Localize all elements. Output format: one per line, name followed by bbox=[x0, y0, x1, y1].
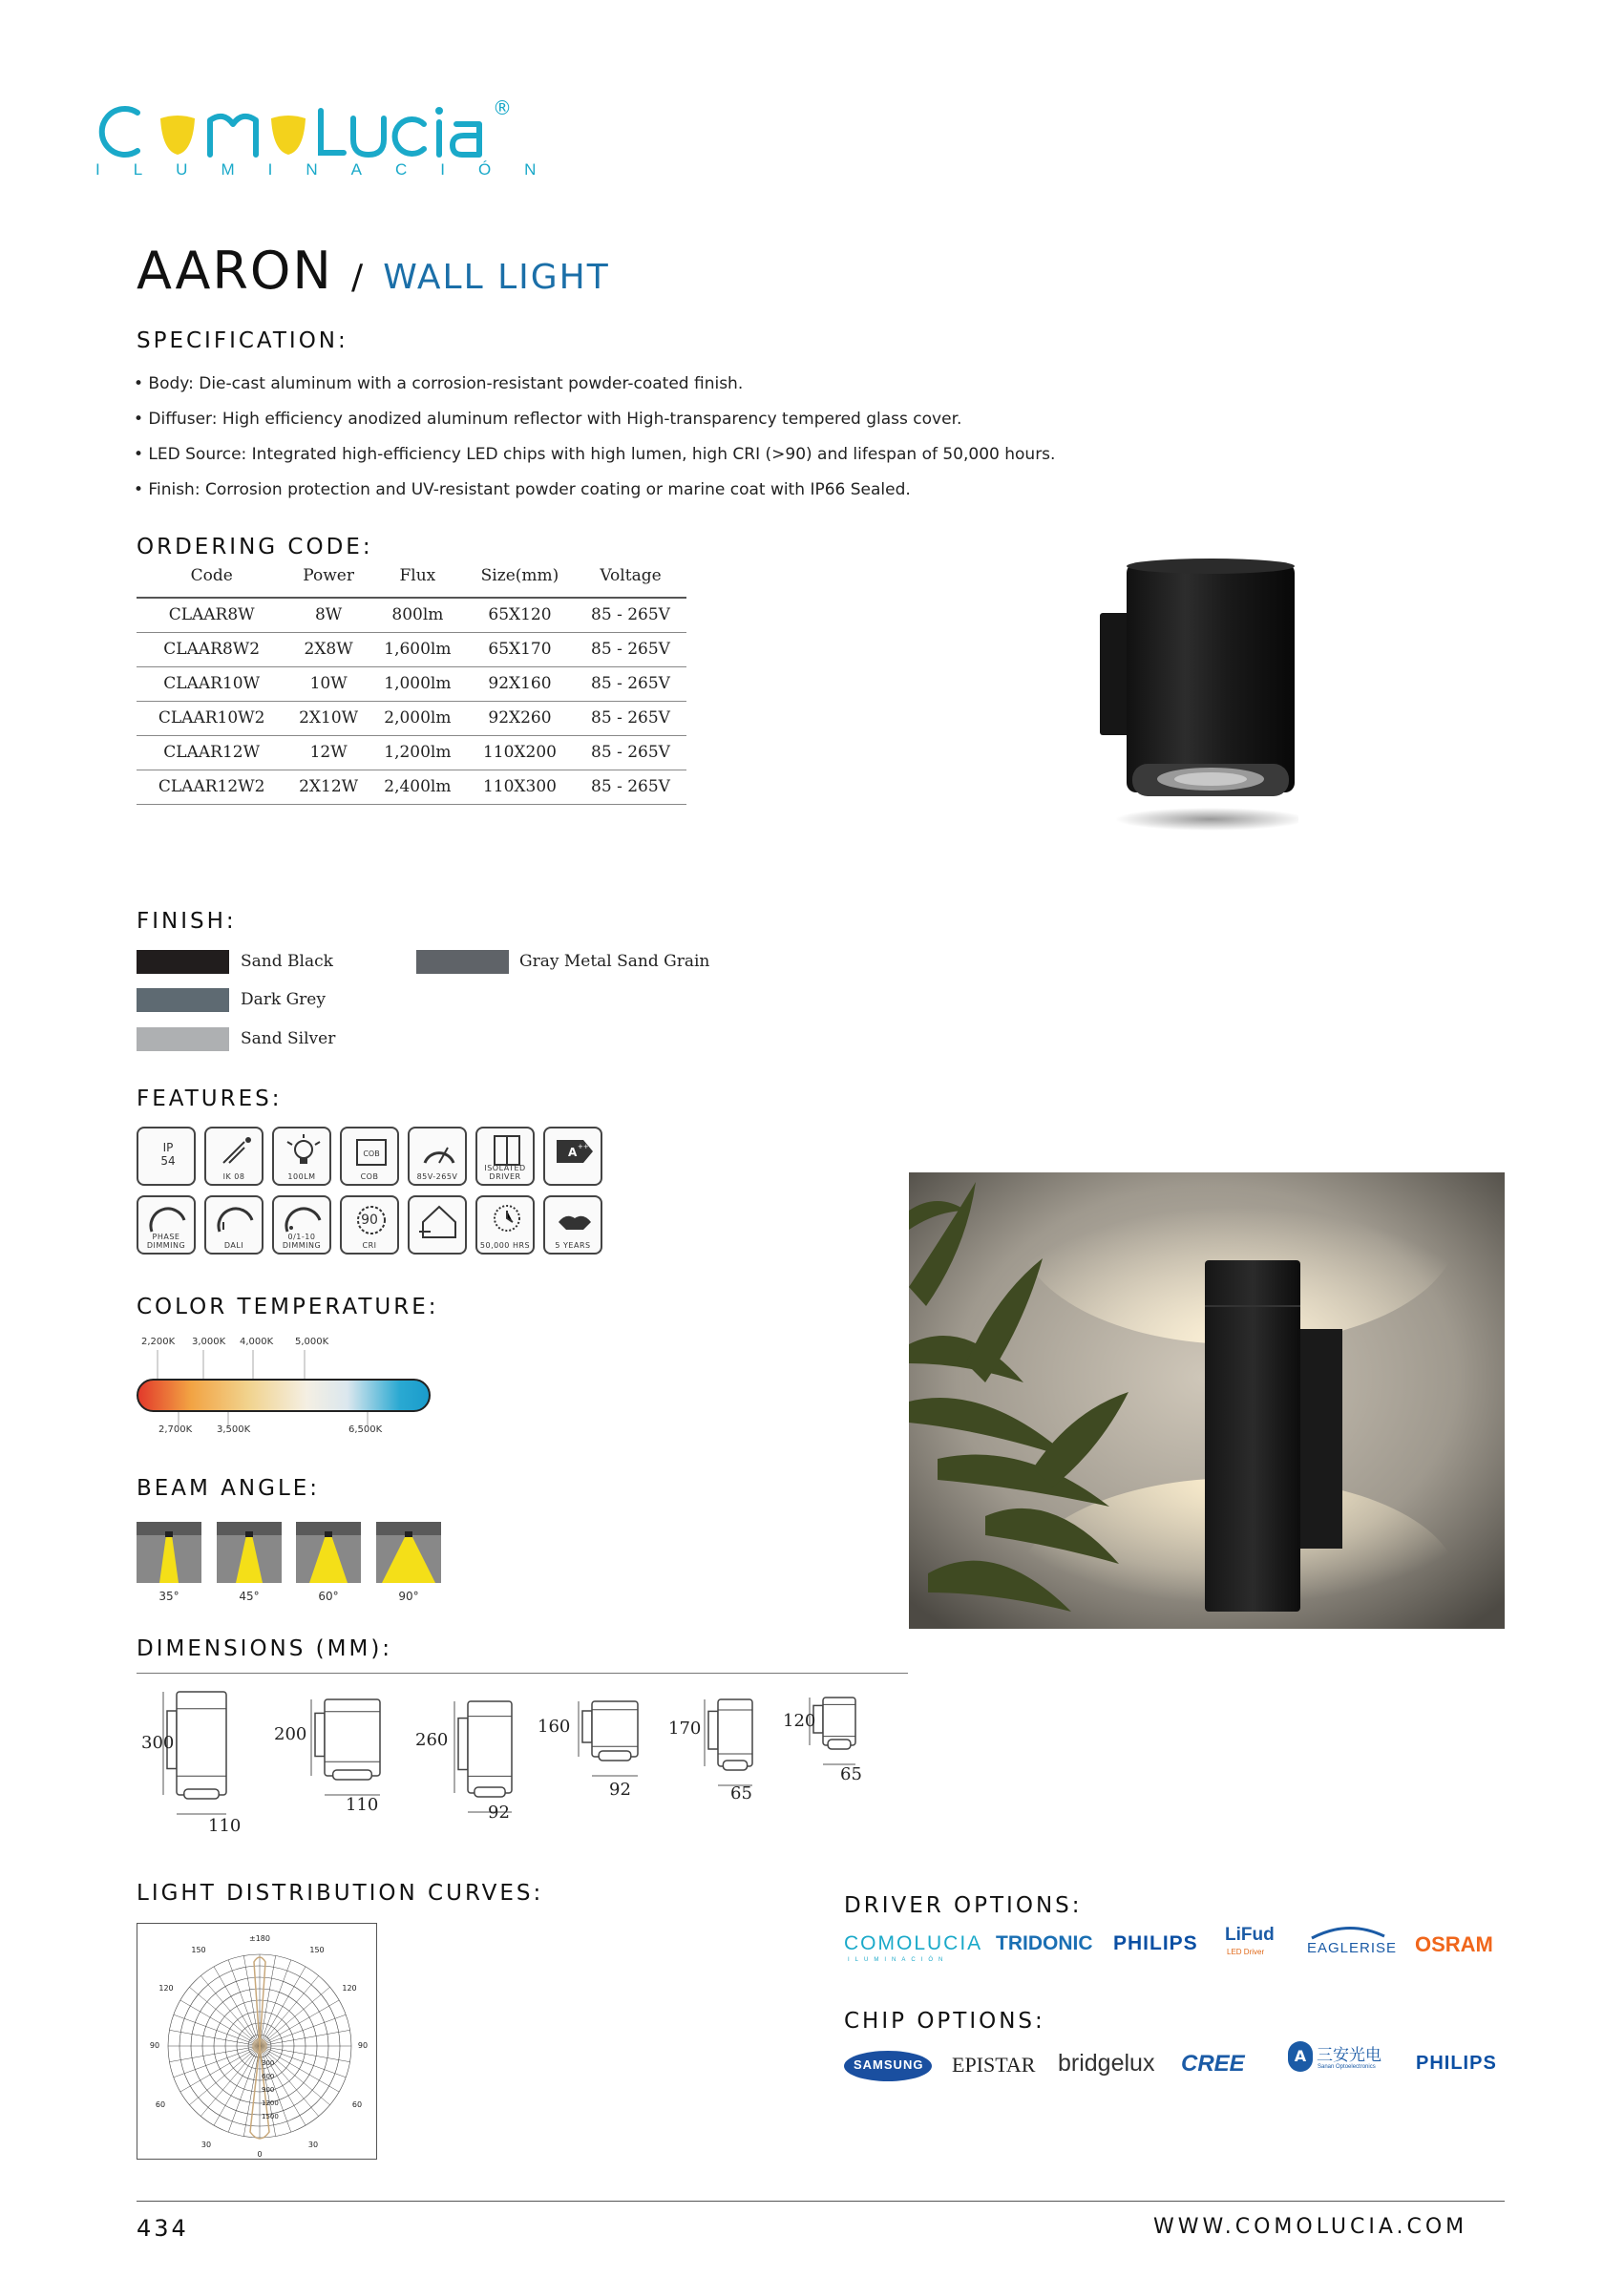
finish-label-sand-silver: Sand Silver bbox=[241, 1029, 336, 1048]
dimension-height: 160 bbox=[538, 1717, 571, 1737]
ct-label-2200: 2,200K bbox=[141, 1337, 176, 1347]
feature-label: 5 YEARS bbox=[555, 1241, 591, 1250]
sanan-logo-icon: A bbox=[1288, 2041, 1313, 2072]
dali-icon bbox=[204, 1195, 264, 1255]
table-cell: 85 - 265V bbox=[575, 598, 686, 632]
ik08-icon bbox=[204, 1127, 264, 1186]
finish-swatch-sand-silver bbox=[137, 1027, 229, 1051]
table-cell: 92X160 bbox=[465, 666, 575, 701]
polar-angle-label: 60 bbox=[351, 2100, 363, 2109]
polar-angle-label: 150 bbox=[309, 1946, 325, 1954]
dimension-width: 92 bbox=[609, 1780, 631, 1800]
chip-brand-bridgelux: bridgelux bbox=[1058, 2050, 1155, 2077]
registered-mark: ® bbox=[493, 96, 512, 119]
chip-brand-philips: PHILIPS bbox=[1416, 2053, 1497, 2074]
ct-label-3500: 3,500K bbox=[217, 1424, 251, 1435]
polar-chart bbox=[137, 1923, 377, 2160]
polar-angle-label: 60 bbox=[155, 2100, 166, 2109]
polar-angle-label: 90 bbox=[149, 2041, 160, 2050]
dimensions-heading: DIMENSIONS (MM): bbox=[137, 1636, 393, 1661]
polar-radial-label: 600 bbox=[262, 2073, 275, 2080]
feature-label: COB bbox=[360, 1172, 379, 1181]
table-row bbox=[137, 598, 686, 632]
driver-brand-osram: OSRAM bbox=[1415, 1932, 1493, 1956]
table-row bbox=[137, 735, 686, 770]
spec-item: • Finish: Corrosion protection and UV-resistant powder coating or marine coat with IP66 Sealed. bbox=[134, 480, 911, 499]
table-cell: CLAAR8W2 bbox=[137, 632, 286, 666]
page-number: 434 bbox=[137, 2215, 189, 2242]
beam-angle-label: 60° bbox=[318, 1590, 339, 1603]
ct-label-6500: 6,500K bbox=[348, 1424, 383, 1435]
eaglerise-swoosh-icon bbox=[1310, 1925, 1386, 1940]
dimension-width: 110 bbox=[208, 1816, 242, 1836]
feature-label: 100LM bbox=[287, 1172, 316, 1181]
finish-label-gray-metal: Gray Metal Sand Grain bbox=[519, 952, 710, 971]
table-cell: 2X8W bbox=[286, 632, 369, 666]
table-cell: 85 - 265V bbox=[575, 666, 686, 701]
table-cell: 85 - 265V bbox=[575, 770, 686, 804]
beam-angle-diagram bbox=[217, 1522, 282, 1583]
finish-heading: FINISH: bbox=[137, 909, 237, 934]
col-flux: Flux bbox=[399, 565, 436, 585]
ip54-icon bbox=[137, 1127, 196, 1186]
table-cell: 1,600lm bbox=[370, 632, 465, 666]
dimensions-divider bbox=[137, 1673, 908, 1674]
ct-label-2700: 2,700K bbox=[158, 1424, 193, 1435]
chip-brand-cree: CREE bbox=[1181, 2051, 1245, 2077]
spec-item: • Body: Die-cast aluminum with a corrosion-resistant powder-coated finish. bbox=[134, 374, 744, 393]
dimension-width: 65 bbox=[730, 1783, 752, 1803]
ct-label-3000: 3,000K bbox=[192, 1337, 226, 1347]
beam-angle-diagram bbox=[137, 1522, 201, 1583]
dimension-width: 110 bbox=[346, 1795, 379, 1815]
polar-angle-label: 30 bbox=[307, 2141, 319, 2149]
table-header-row bbox=[137, 563, 686, 598]
table-cell: CLAAR12W2 bbox=[137, 770, 286, 804]
feature-label: CRI bbox=[362, 1241, 377, 1250]
col-code: Code bbox=[190, 565, 233, 585]
ct-label-5000: 5,000K bbox=[295, 1337, 329, 1347]
polar-angle-label: 90 bbox=[357, 2041, 369, 2050]
table-row bbox=[137, 632, 686, 666]
chip-options-heading: CHIP OPTIONS: bbox=[844, 2009, 1045, 2034]
table-cell: 110X300 bbox=[465, 770, 575, 804]
lumen-icon bbox=[272, 1127, 331, 1186]
finish-label-dark-grey: Dark Grey bbox=[241, 990, 326, 1009]
polar-angle-label: 0 bbox=[257, 2150, 263, 2159]
table-cell: 1,200lm bbox=[370, 735, 465, 770]
col-voltage: Voltage bbox=[600, 565, 662, 585]
installation-photo bbox=[909, 1172, 1505, 1629]
dimension-height: 120 bbox=[783, 1711, 816, 1731]
title-separator: / bbox=[350, 258, 366, 297]
polar-angle-label: ±180 bbox=[249, 1934, 270, 1943]
beam-angle-label: 90° bbox=[398, 1590, 419, 1603]
cri-icon bbox=[340, 1195, 399, 1255]
table-cell: 85 - 265V bbox=[575, 701, 686, 735]
ct-label-4000: 4,000K bbox=[240, 1337, 274, 1347]
driver-brand-comolucia: COMOLUCIA bbox=[844, 1932, 983, 1954]
color-temperature-heading: COLOR TEMPERATURE: bbox=[137, 1295, 439, 1319]
polar-angle-label: 120 bbox=[342, 1984, 357, 1993]
features-heading: FEATURES: bbox=[137, 1086, 283, 1111]
feature-label: ISOLATED DRIVER bbox=[484, 1164, 526, 1181]
table-cell: 85 - 265V bbox=[575, 632, 686, 666]
table-cell: 10W bbox=[286, 666, 369, 701]
spec-item: • LED Source: Integrated high-efficiency LED chips with high lumen, high CRI (>90) and lifespan of 50,000 hours. bbox=[134, 445, 1056, 464]
polar-angle-label: 120 bbox=[158, 1984, 174, 1993]
table-cell: 92X260 bbox=[465, 701, 575, 735]
polar-angle-label: 150 bbox=[191, 1946, 206, 1954]
dimension-drawing bbox=[309, 1698, 403, 1804]
dimension-drawing bbox=[577, 1699, 661, 1785]
svg-text:COB: COB bbox=[363, 1150, 380, 1158]
energy-class-icon bbox=[543, 1127, 602, 1186]
phase-dimming-icon bbox=[137, 1195, 196, 1255]
feature-label: IK 08 bbox=[222, 1172, 245, 1181]
table-cell: 1,000lm bbox=[370, 666, 465, 701]
svg-text:IP: IP bbox=[162, 1141, 174, 1154]
dimension-drawing bbox=[703, 1698, 775, 1795]
dimension-width: 92 bbox=[488, 1803, 510, 1823]
logo-subtitle: ILUMINACIÓN bbox=[95, 160, 570, 179]
hours-icon bbox=[475, 1195, 535, 1255]
table-cell: CLAAR8W bbox=[137, 598, 286, 632]
product-category: WALL LIGHT bbox=[383, 258, 610, 297]
table-cell: 8W bbox=[286, 598, 369, 632]
finish-swatch-gray-metal bbox=[416, 950, 509, 974]
dimension-drawing bbox=[808, 1696, 878, 1774]
feature-label: PHASE DIMMING bbox=[146, 1233, 186, 1250]
driver-brand-comolucia-sub: ILUMINACIÓN bbox=[848, 1957, 949, 1963]
driver-brand-lifud: LiFud bbox=[1225, 1925, 1275, 1945]
table-cell: 800lm bbox=[370, 598, 465, 632]
table-row bbox=[137, 701, 686, 735]
spec-item: • Diffuser: High efficiency anodized aluminum reflector with High-transparency tempered glass cover. bbox=[134, 410, 962, 429]
feature-label: 85V-265V bbox=[416, 1172, 458, 1181]
product-name: AARON bbox=[137, 241, 333, 301]
product-photo bbox=[1088, 554, 1298, 840]
dimension-height: 300 bbox=[141, 1733, 175, 1753]
finish-swatch-dark-grey bbox=[137, 988, 229, 1012]
cob-icon bbox=[340, 1127, 399, 1186]
table-cell: CLAAR10W2 bbox=[137, 701, 286, 735]
chip-brand-sanan: 三安光电 bbox=[1317, 2046, 1381, 2064]
dimming-0-10-icon bbox=[272, 1195, 331, 1255]
table-cell: CLAAR12W bbox=[137, 735, 286, 770]
finish-swatch-sand-black bbox=[137, 950, 229, 974]
light-distribution-heading: LIGHT DISTRIBUTION CURVES: bbox=[137, 1881, 544, 1906]
dimension-drawing bbox=[161, 1690, 249, 1824]
voltage-icon bbox=[408, 1127, 467, 1186]
table-cell: 2,400lm bbox=[370, 770, 465, 804]
driver-brand-tridonic: TRIDONIC bbox=[996, 1932, 1093, 1954]
logo-wordmark-graphic bbox=[94, 95, 523, 164]
house-icon bbox=[408, 1195, 467, 1255]
isolated-driver-icon bbox=[475, 1127, 535, 1186]
driver-brand-philips: PHILIPS bbox=[1113, 1932, 1198, 1954]
specification-heading: SPECIFICATION: bbox=[137, 328, 348, 353]
table-row bbox=[137, 666, 686, 701]
brand-logo bbox=[94, 95, 570, 191]
beam-angle-label: 35° bbox=[158, 1590, 179, 1603]
driver-brand-eaglerise: EAGLERISE bbox=[1307, 1940, 1398, 1956]
table-cell: 2,000lm bbox=[370, 701, 465, 735]
polar-radial-label: 1500 bbox=[262, 2113, 279, 2120]
chip-brand-sanan-sub: Sanan Optoelectronics bbox=[1318, 2064, 1376, 2070]
polar-radial-label: 900 bbox=[262, 2086, 275, 2094]
svg-text:A: A bbox=[568, 1146, 578, 1159]
color-temperature-bar bbox=[137, 1379, 431, 1412]
dimension-width: 65 bbox=[840, 1764, 862, 1784]
driver-options-heading: DRIVER OPTIONS: bbox=[844, 1893, 1083, 1918]
warranty-icon bbox=[543, 1195, 602, 1255]
polar-radial-label: 1200 bbox=[262, 2099, 279, 2107]
table-cell: 2X12W bbox=[286, 770, 369, 804]
chip-brand-samsung: SAMSUNG bbox=[854, 2057, 924, 2072]
beam-angle-heading: BEAM ANGLE: bbox=[137, 1476, 321, 1501]
table-cell: 65X120 bbox=[465, 598, 575, 632]
feature-label: DALI bbox=[223, 1241, 244, 1250]
svg-text:++: ++ bbox=[578, 1143, 589, 1150]
ordering-code-heading: ORDERING CODE: bbox=[137, 535, 373, 559]
chip-brand-epistar: EPISTAR bbox=[952, 2053, 1036, 2077]
table-cell: 110X200 bbox=[465, 735, 575, 770]
cri-value: 90 bbox=[361, 1213, 378, 1228]
table-row bbox=[137, 770, 686, 804]
polar-radial-label: 300 bbox=[262, 2059, 275, 2067]
polar-angle-label: 30 bbox=[200, 2141, 212, 2149]
beam-angle-diagram bbox=[296, 1522, 361, 1583]
table-cell: CLAAR10W bbox=[137, 666, 286, 701]
table-cell: 12W bbox=[286, 735, 369, 770]
feature-label: 50,000 HRS bbox=[479, 1241, 531, 1250]
footer-divider bbox=[137, 2201, 1505, 2202]
beam-angle-label: 45° bbox=[239, 1590, 260, 1603]
dimension-height: 170 bbox=[668, 1719, 702, 1739]
col-size: Size(mm) bbox=[480, 565, 559, 585]
table-cell: 65X170 bbox=[465, 632, 575, 666]
dimension-height: 260 bbox=[415, 1730, 449, 1750]
feature-label: 0/1-10 DIMMING bbox=[282, 1233, 322, 1250]
col-power: Power bbox=[303, 565, 354, 585]
table-cell: 85 - 265V bbox=[575, 735, 686, 770]
finish-label-sand-black: Sand Black bbox=[241, 952, 333, 971]
ordering-table bbox=[137, 563, 686, 805]
product-title bbox=[137, 241, 610, 301]
table-cell: 2X10W bbox=[286, 701, 369, 735]
svg-text:54: 54 bbox=[160, 1154, 176, 1168]
dimension-height: 200 bbox=[274, 1724, 307, 1744]
beam-angle-diagram bbox=[376, 1522, 441, 1583]
specification-list bbox=[134, 367, 1055, 508]
driver-brand-lifud-sub: LED Driver bbox=[1227, 1948, 1265, 1956]
website-link[interactable]: WWW.COMOLUCIA.COM bbox=[1153, 2215, 1468, 2239]
